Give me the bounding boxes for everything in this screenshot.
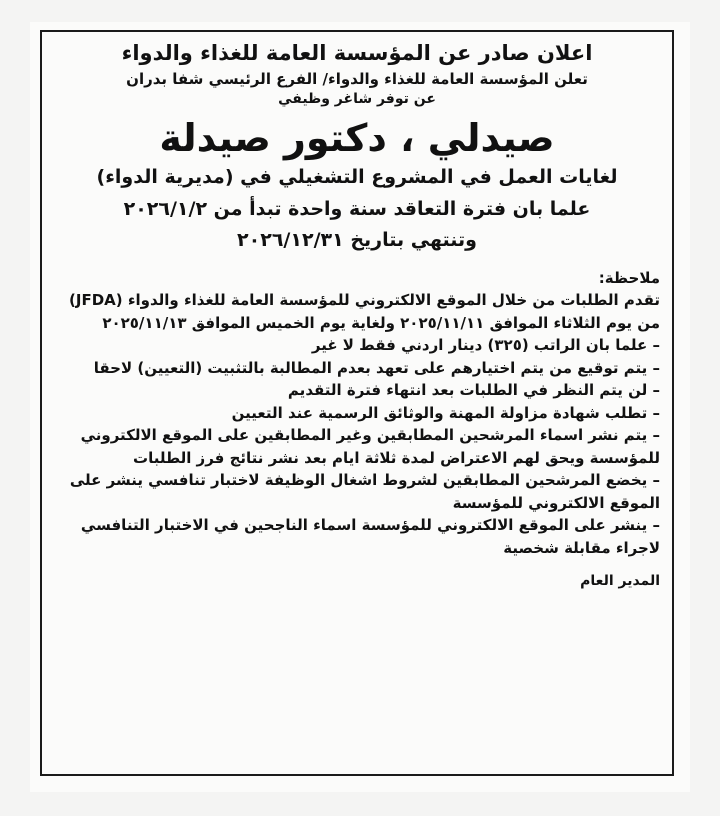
position-title: صيدلي ، دكتور صيدلة: [159, 115, 555, 160]
note-application-period: تقدم الطلبات من خلال الموقع الالكتروني للمؤسسة العامة للغذاء والدواء (JFDA) من يوم الثلاثاء الموافق ٢٠٢٥/١١/١١ ولغاية يوم الخميس الموافق ٢٠٢٥/١١/١٣: [69, 291, 660, 332]
contract-period-start: علما بان فترة التعاقد سنة واحدة تبدأ من ٢٠٢٦/١/٢: [123, 197, 591, 220]
purpose-line: لغايات العمل في المشروع التشغيلي في (مديرية الدواء): [96, 166, 618, 189]
note-candidate-list: – يتم نشر اسماء المرشحين المطابقين وغير المطابقين على الموقع الالكتروني للمؤسسة ويحق لهم الاعتراض لمدة ثلاثة ايام بعد نشر نتائج فرز الطلبات: [80, 426, 660, 467]
signature: المدير العام: [580, 573, 660, 590]
vacancy-line: عن توفر شاغر وظيفي: [278, 91, 436, 107]
contract-period-end: وتنتهي بتاريخ ٢٠٢٦/١٢/٣١: [237, 229, 477, 252]
note-salary: – علما بان الراتب (٣٢٥) دينار اردني فقط لا غير: [311, 336, 660, 355]
note-competitive-exam: – يخضع المرشحين المطابقين لشروط اشغال الوظيفة لاختبار تنافسي ينشر على الموقع الالكتروني للمؤسسة: [69, 471, 660, 512]
note-no-permanent-appointment: – يتم توقيع من يتم اختيارهم على تعهد بعدم المطالبة بالتثبيت (التعيين) لاحقا: [93, 358, 660, 377]
note-interview: – ينشر على الموقع الالكتروني للمؤسسة اسماء الناجحين في الاختبار التنافسي لاجراء مقابلة شخصية: [80, 516, 660, 557]
announcement-box: [40, 30, 674, 776]
notes-label: ملاحظة:: [598, 268, 660, 287]
notes-section: [54, 267, 660, 560]
note-license-required: – تطلب شهادة مزاولة المهنة والوثائق الرسمية عند التعيين: [231, 403, 660, 422]
announcement-subtitle: تعلن المؤسسة العامة للغذاء والدواء/ الفرع الرئيسي شفا بدران: [126, 70, 588, 89]
note-late-applications: – لن يتم النظر في الطلبات بعد انتهاء فترة التقديم: [287, 381, 660, 400]
announcement-title: اعلان صادر عن المؤسسة العامة للغذاء والدواء: [121, 41, 593, 65]
